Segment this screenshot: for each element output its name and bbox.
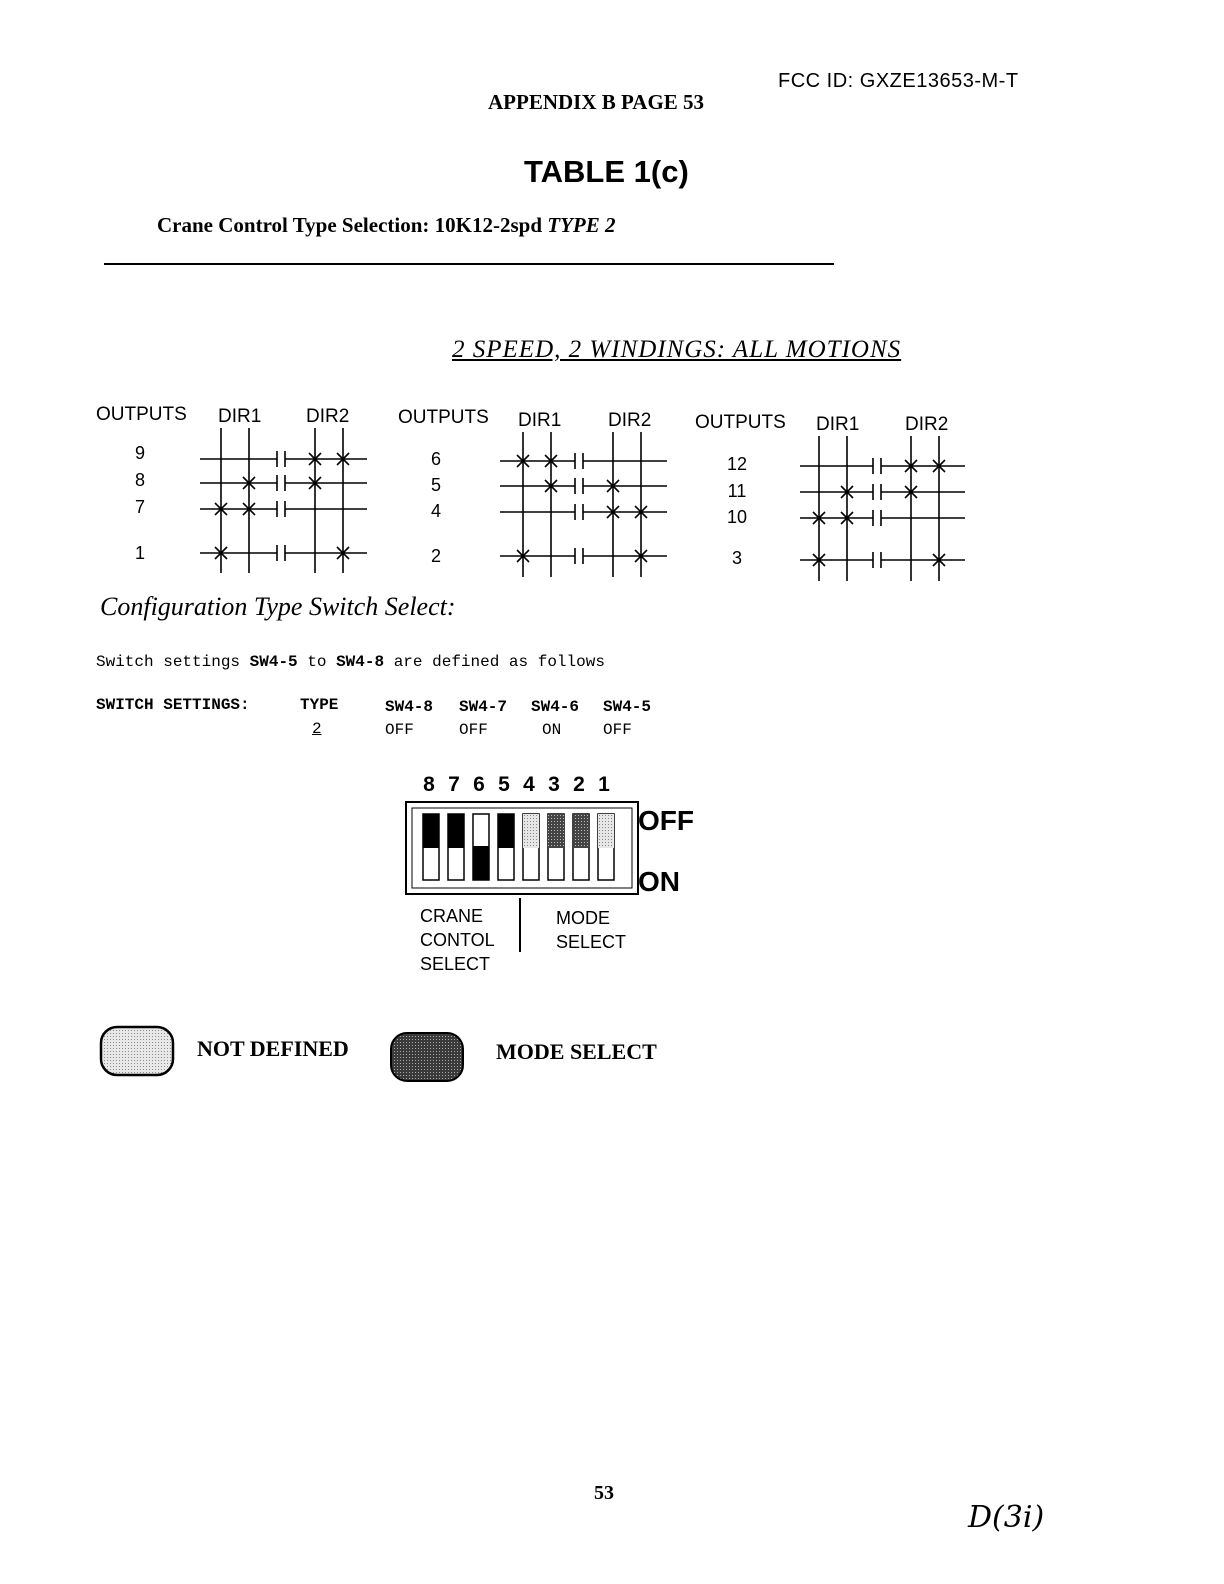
group2-dir1-label: DIR1: [518, 410, 562, 431]
group1-dir2-label: DIR2: [306, 406, 350, 427]
mode-select-caption: [556, 906, 626, 954]
group3-dir2-label: DIR2: [905, 414, 949, 435]
config-intro: [96, 653, 605, 671]
type-label: TYPE: [300, 696, 339, 714]
caption-line: SELECT: [420, 954, 491, 974]
group2-row-label: 2: [430, 546, 441, 566]
switch-column-header: SW4-7: [459, 698, 508, 716]
selection-prefix: Crane Control Type Selection: 10K12-2spd: [157, 213, 543, 237]
dip-switch-1: [598, 814, 614, 880]
switch-column-header: SW4-5: [603, 698, 652, 716]
switch-value: ON: [542, 721, 562, 739]
intro-text: are defined as follows: [393, 653, 605, 671]
switch-value: OFF: [603, 721, 632, 739]
group1-dir1-label: DIR1: [218, 406, 262, 427]
dip-number: 4: [523, 773, 535, 796]
group1-row-label: 1: [134, 543, 145, 563]
off-label: OFF: [638, 805, 694, 836]
intro-switch-start: SW4-5: [249, 653, 298, 671]
group3-ladder-diagram: [795, 436, 975, 581]
dip-switch-6: [473, 814, 489, 880]
caption-line: CRANE: [420, 906, 484, 926]
dip-switch-8: [423, 814, 439, 880]
dip-switch-block: [404, 800, 640, 896]
group1-row-label: 8: [134, 470, 145, 490]
table-title: TABLE 1(c): [524, 154, 689, 189]
mode-select-swatch: [388, 1030, 468, 1086]
dip-switch-4: [523, 814, 539, 880]
switch-column-header: SW4-8: [385, 698, 434, 716]
crane-control-caption: [420, 904, 495, 976]
appendix-heading: APPENDIX B PAGE 53: [488, 90, 705, 114]
mode-select-label: MODE SELECT: [496, 1039, 657, 1064]
group2-ladder-diagram: [495, 432, 675, 577]
dip-switch-3: [548, 814, 564, 880]
handwritten-note: D(3i): [968, 1500, 1045, 1535]
diagram-heading: 2 SPEED, 2 WINDINGS: ALL MOTIONS: [452, 336, 902, 363]
caption-line: SELECT: [556, 932, 627, 952]
intro-text: to: [307, 653, 327, 671]
group2-row-label: 6: [430, 449, 441, 469]
fcc-id: FCC ID: GXZE13653-M-T: [778, 70, 1019, 92]
group3-dir1-label: DIR1: [816, 414, 860, 435]
not-defined-swatch: [98, 1024, 178, 1080]
group3-row-label: 10: [726, 507, 748, 527]
group1-row-label: 9: [134, 443, 145, 463]
dip-number: 2: [573, 773, 585, 796]
caption-divider: [519, 898, 521, 952]
intro-text: Switch settings: [96, 653, 241, 671]
dip-switch-7: [448, 814, 464, 880]
on-label: ON: [638, 866, 680, 897]
group3-outputs-label: OUTPUTS: [695, 412, 786, 433]
switch-settings-label: SWITCH SETTINGS:: [96, 696, 250, 714]
caption-line: CONTOL: [420, 930, 495, 950]
intro-switch-end: SW4-8: [336, 653, 385, 671]
header-rule: [104, 263, 834, 265]
dip-number: 5: [498, 773, 510, 796]
caption-line: MODE: [556, 908, 610, 928]
dip-number: 8: [423, 773, 435, 796]
group1-row-label: 7: [134, 497, 145, 517]
dip-switch-2: [573, 814, 589, 880]
group1-ladder-diagram: [195, 428, 375, 573]
dip-number: 6: [473, 773, 485, 796]
dip-number: 3: [548, 773, 560, 796]
switch-value: OFF: [459, 721, 488, 739]
group1-outputs-label: OUTPUTS: [96, 404, 187, 425]
group2-dir2-label: DIR2: [608, 410, 652, 431]
switch-value: OFF: [385, 721, 414, 739]
dip-switch-5: [498, 814, 514, 880]
dip-number: 7: [448, 773, 460, 796]
selection-type: TYPE 2: [547, 213, 616, 237]
switch-column-header: SW4-6: [531, 698, 580, 716]
group2-outputs-label: OUTPUTS: [398, 407, 489, 428]
selection-line: [157, 213, 616, 238]
type-value: 2: [312, 720, 322, 738]
dip-number: 1: [598, 773, 610, 796]
page-number: 53: [594, 1482, 614, 1504]
group2-row-label: 4: [430, 501, 441, 521]
group3-row-label: 11: [727, 481, 747, 501]
config-heading: Configuration Type Switch Select:: [100, 592, 456, 621]
not-defined-label: NOT DEFINED: [197, 1036, 349, 1061]
group3-row-label: 12: [726, 454, 748, 474]
group2-row-label: 5: [430, 475, 441, 495]
group3-row-label: 3: [731, 548, 742, 568]
